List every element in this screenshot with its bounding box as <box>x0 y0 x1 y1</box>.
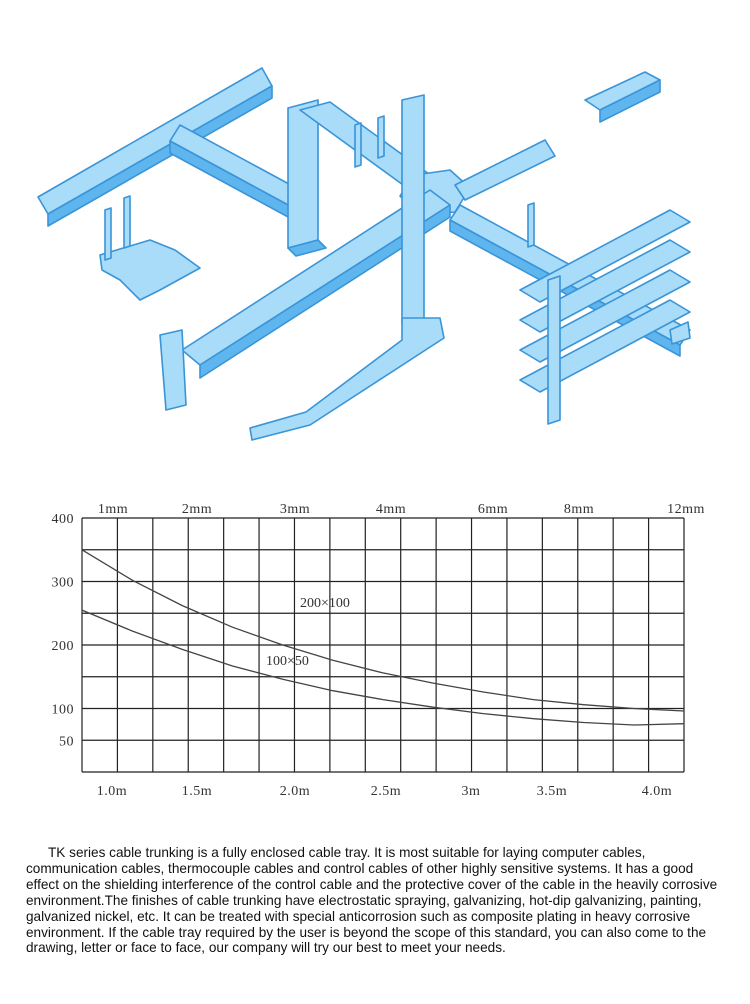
x-tick-label: 1.5m <box>181 784 213 799</box>
y-tick-label: 100 <box>51 702 74 718</box>
y-tick-label: 200 <box>51 639 74 654</box>
product-description: TK series cable trunking is a fully enclosed cable tray. It is most suitable for laying computer cables, communication cables, thermocouple cables and control cables of other highly sensitive systems. It has a good effect on the shielding interference of the control cable and the protective cover of the cable in the heavily corrosive environment.The finishes of cable trunking have electrostatic spraying, galvanizing, hot-dip galvanizing, painting, galvanized nickel, etc. It can be treated with special anticorrosion such as composite plating in heavy corrosive environment. If the cable tray required by the user is beyond the scope of this standard, you can also come to the drawing, letter or face to face, our company will try our best to meet your needs. <box>26 845 718 956</box>
x-tick-label: 3.5m <box>536 784 568 799</box>
x-top-tick-label: 1mm <box>97 502 129 517</box>
x-top-tick-label: 8mm <box>563 502 595 517</box>
x-top-tick-label: 2mm <box>181 502 213 517</box>
y-tick-label: 50 <box>59 734 74 750</box>
x-tick-label: 1.0m <box>96 784 128 799</box>
x-top-tick-label: 12mm <box>667 502 705 517</box>
chart-tick-labels <box>52 502 705 799</box>
y-tick-label: 400 <box>51 512 74 527</box>
x-tick-label: 4.0m <box>641 784 673 799</box>
cable-trunking-illustration <box>0 0 750 470</box>
series-line-2 <box>82 610 684 725</box>
series-label-2: 100×50 <box>266 654 309 669</box>
chart-grid <box>82 518 684 772</box>
y-tick-label: 300 <box>51 575 74 591</box>
series-label-1: 200×100 <box>300 596 350 611</box>
x-top-tick-label: 6mm <box>477 502 509 517</box>
series-line-1 <box>82 550 684 711</box>
x-tick-label: 3m <box>461 784 481 799</box>
x-tick-label: 2.5m <box>370 784 402 799</box>
x-top-tick-label: 4mm <box>375 502 407 517</box>
chart-series-group <box>82 550 684 725</box>
x-tick-label: 2.0m <box>279 784 311 799</box>
load-deflection-chart <box>0 490 750 810</box>
x-top-tick-label: 3mm <box>279 502 311 517</box>
